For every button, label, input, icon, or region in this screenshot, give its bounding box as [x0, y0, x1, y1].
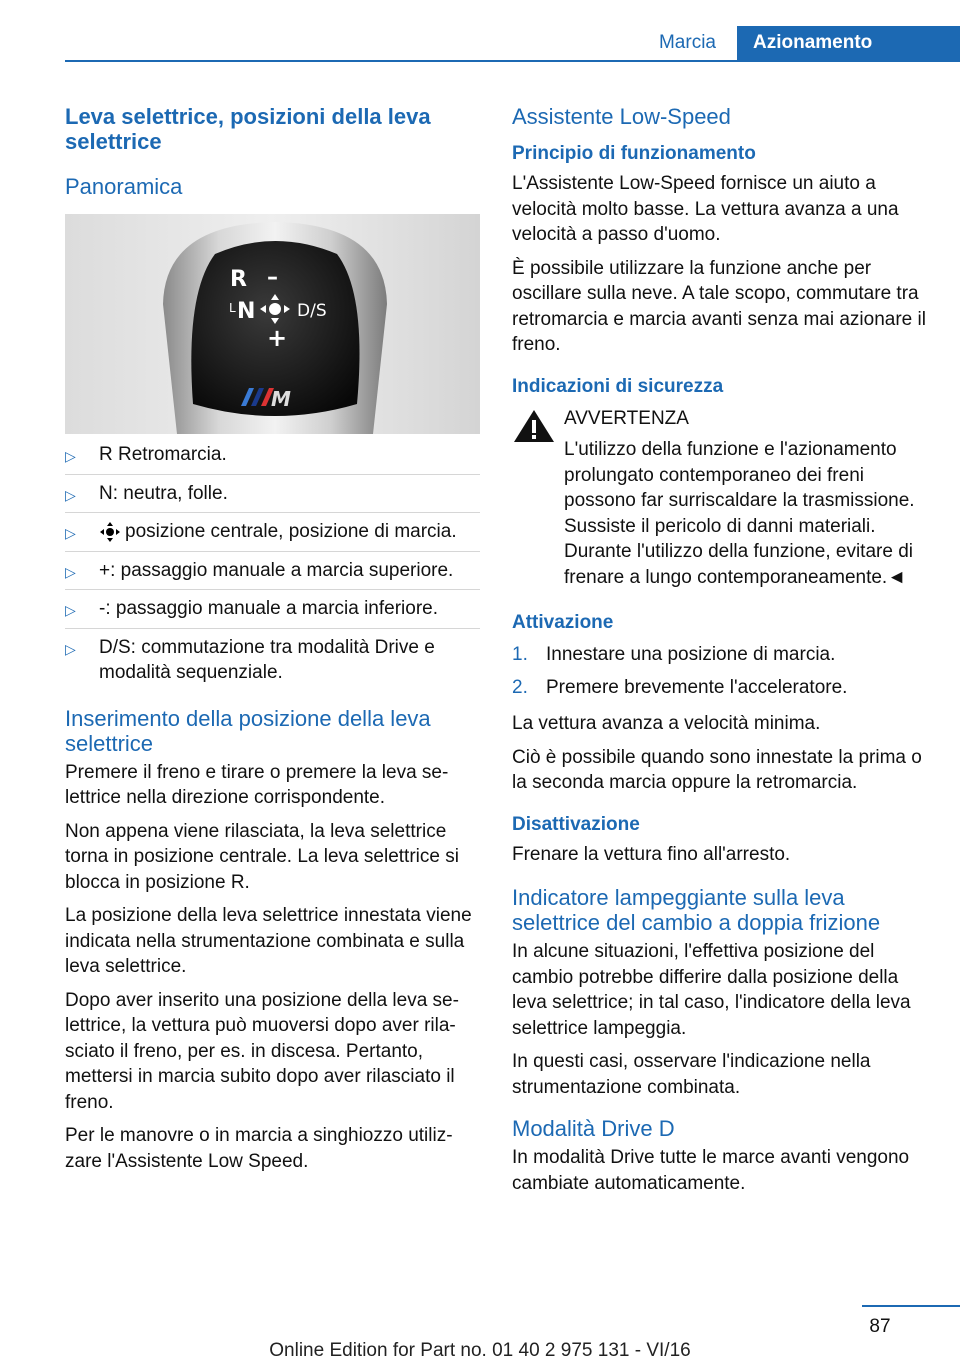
footer-rule: [862, 1305, 960, 1307]
heading-drive-mode: Modalità Drive D: [512, 1116, 675, 1141]
gear-label-r: R: [230, 267, 247, 292]
triangle-bullet-icon: ▷: [65, 563, 76, 580]
paragraph: Per le manovre o in marcia a singhiozzo utilizzare l'Assistente Low Speed.: [65, 1125, 453, 1172]
paragraph: In modalità Drive tutte le marce avanti vengono cambiate automaticamente.: [512, 1147, 910, 1194]
gear-label-ds: D/S: [297, 301, 327, 321]
step-number: 1.: [512, 644, 528, 665]
list-item: [65, 628, 480, 692]
heading-deactivation: Disattivazione: [512, 813, 640, 835]
paragraph: In alcune situazioni, l'effettiva posizione del cambio potrebbe differire dalla posizione della leva selettrice; in tal caso, l'indicatore della leva selettrice lampeggia.: [512, 941, 911, 1039]
list-item: [512, 673, 927, 706]
list-item-text: posizione centrale, posizione di marcia.: [125, 521, 457, 542]
gear-selector-illustration: [65, 214, 480, 434]
activation-steps: [512, 640, 927, 705]
triangle-bullet-icon: ▷: [65, 448, 76, 464]
gear-position-list: [65, 436, 480, 692]
paragraph: In questi casi, osservare l'indicazione nella strumentazione combinata.: [512, 1051, 871, 1098]
warning-title: AVVERTENZA: [564, 407, 689, 429]
paragraph: Non appena viene rilasciata, la leva selettrice torna in posizione centrale. La leva selettrice si blocca in posizione R.: [65, 820, 459, 893]
warning-text-body: L'utilizzo della funzione e l'azionamento prolungato contemporaneo dei freni possono far surriscaldare la trasmissione. Sussiste il pericolo di danni materiali. Durante l'utilizzo della funzione, evitare di frenare a lungo contemporaneamente.◄: [564, 439, 915, 588]
paragraph: Frenare la vettura fino all'arresto.: [512, 843, 791, 865]
list-item-text: -: passaggio manuale a marcia inferiore.: [99, 598, 439, 619]
warning-triangle-icon: [512, 408, 556, 444]
warning-text: [512, 437, 927, 590]
center-position-icon: [99, 522, 121, 542]
step-number: 2.: [512, 676, 528, 698]
gear-label-plus: +: [267, 324, 288, 352]
warning-box: [512, 406, 927, 591]
paragraph: Ciò è possibile quando sono innestate la prima o la seconda marcia oppure la retromarcia.: [512, 746, 922, 793]
header-tab-section[interactable]: Marcia: [658, 32, 716, 53]
left-column: [65, 104, 480, 1182]
triangle-bullet-icon: ▷: [65, 602, 76, 618]
triangle-bullet-icon: ▷: [65, 640, 76, 657]
heading-gear-selector: Leva selettrice, posizioni della leva selettrice: [65, 104, 431, 154]
heading-engage-position: Inserimento della posizione della leva selettrice: [65, 705, 431, 756]
heading-activation: Attivazione: [512, 612, 614, 633]
list-item-text: N: neutra, folle.: [99, 482, 228, 504]
paragraph: L'Assistente Low-Speed fornisce un aiuto a velocità molto basse. La vettura avanza a una velocità a passo d'uomo.: [512, 173, 899, 245]
right-column: [512, 104, 927, 1204]
paragraph: La vettura avanza a velocità minima.: [512, 713, 821, 734]
list-item: [65, 512, 480, 551]
footer-edition: Online Edition for Part no. 01 40 2 975 131 - VI/16: [269, 1340, 691, 1361]
list-item: [65, 551, 480, 590]
m-logo-text: M: [271, 387, 291, 411]
triangle-bullet-icon: ▷: [65, 525, 76, 541]
paragraph: Premere il freno e tirare o premere la leva selettrice nella direzione corrispondente.: [65, 761, 449, 808]
heading-principle: Principio di funzionamento: [512, 143, 756, 164]
gear-label-n: N: [237, 299, 256, 324]
heading-low-speed-assistant: Assistente Low-Speed: [512, 104, 731, 129]
page-number: 87: [869, 1316, 891, 1337]
list-item: [65, 436, 480, 474]
gear-label-l: L: [229, 301, 236, 315]
header-tab-chapter[interactable]: Azionamento: [737, 26, 960, 62]
gear-label-minus: –: [267, 265, 278, 290]
heading-flashing-indicator: Indicatore lampeggiante sulla leva selettrice del cambio a doppia frizione: [512, 885, 881, 935]
paragraph: Dopo aver inserito una posizione della leva selettrice, la vettura può muoversi dopo aver rilasciato il freno, per es. in discesa. Pertanto, mettersi in marcia subito dopo aver rilasciato il freno.: [65, 989, 459, 1113]
list-item-text: D/S: commutazione tra modalità Drive e modalità sequenziale.: [99, 636, 435, 683]
list-item-text: R Retromarcia.: [99, 444, 227, 465]
step-text: Innestare una posizione di marcia.: [546, 644, 836, 665]
list-item: [65, 589, 480, 628]
paragraph: La posizione della leva selettrice innestata viene indicata nella strumentazione combinata e sulla leva selettrice.: [65, 905, 472, 977]
triangle-bullet-icon: ▷: [65, 486, 76, 503]
step-text: Premere brevemente l'acceleratore.: [546, 676, 848, 698]
gear-selector-image: [65, 214, 480, 434]
heading-safety: Indicazioni di sicurezza: [512, 375, 724, 397]
list-item-text: +: passaggio manuale a marcia superiore.: [99, 559, 454, 581]
list-item: [65, 474, 480, 513]
paragraph: È possibile utilizzare la funzione anche per oscillare sulla neve. A tale scopo, commutare tra retromarcia e marcia avanti senza mai azionare il freno.: [512, 257, 926, 355]
list-item: [512, 640, 927, 673]
heading-overview: Panoramica: [65, 174, 183, 199]
